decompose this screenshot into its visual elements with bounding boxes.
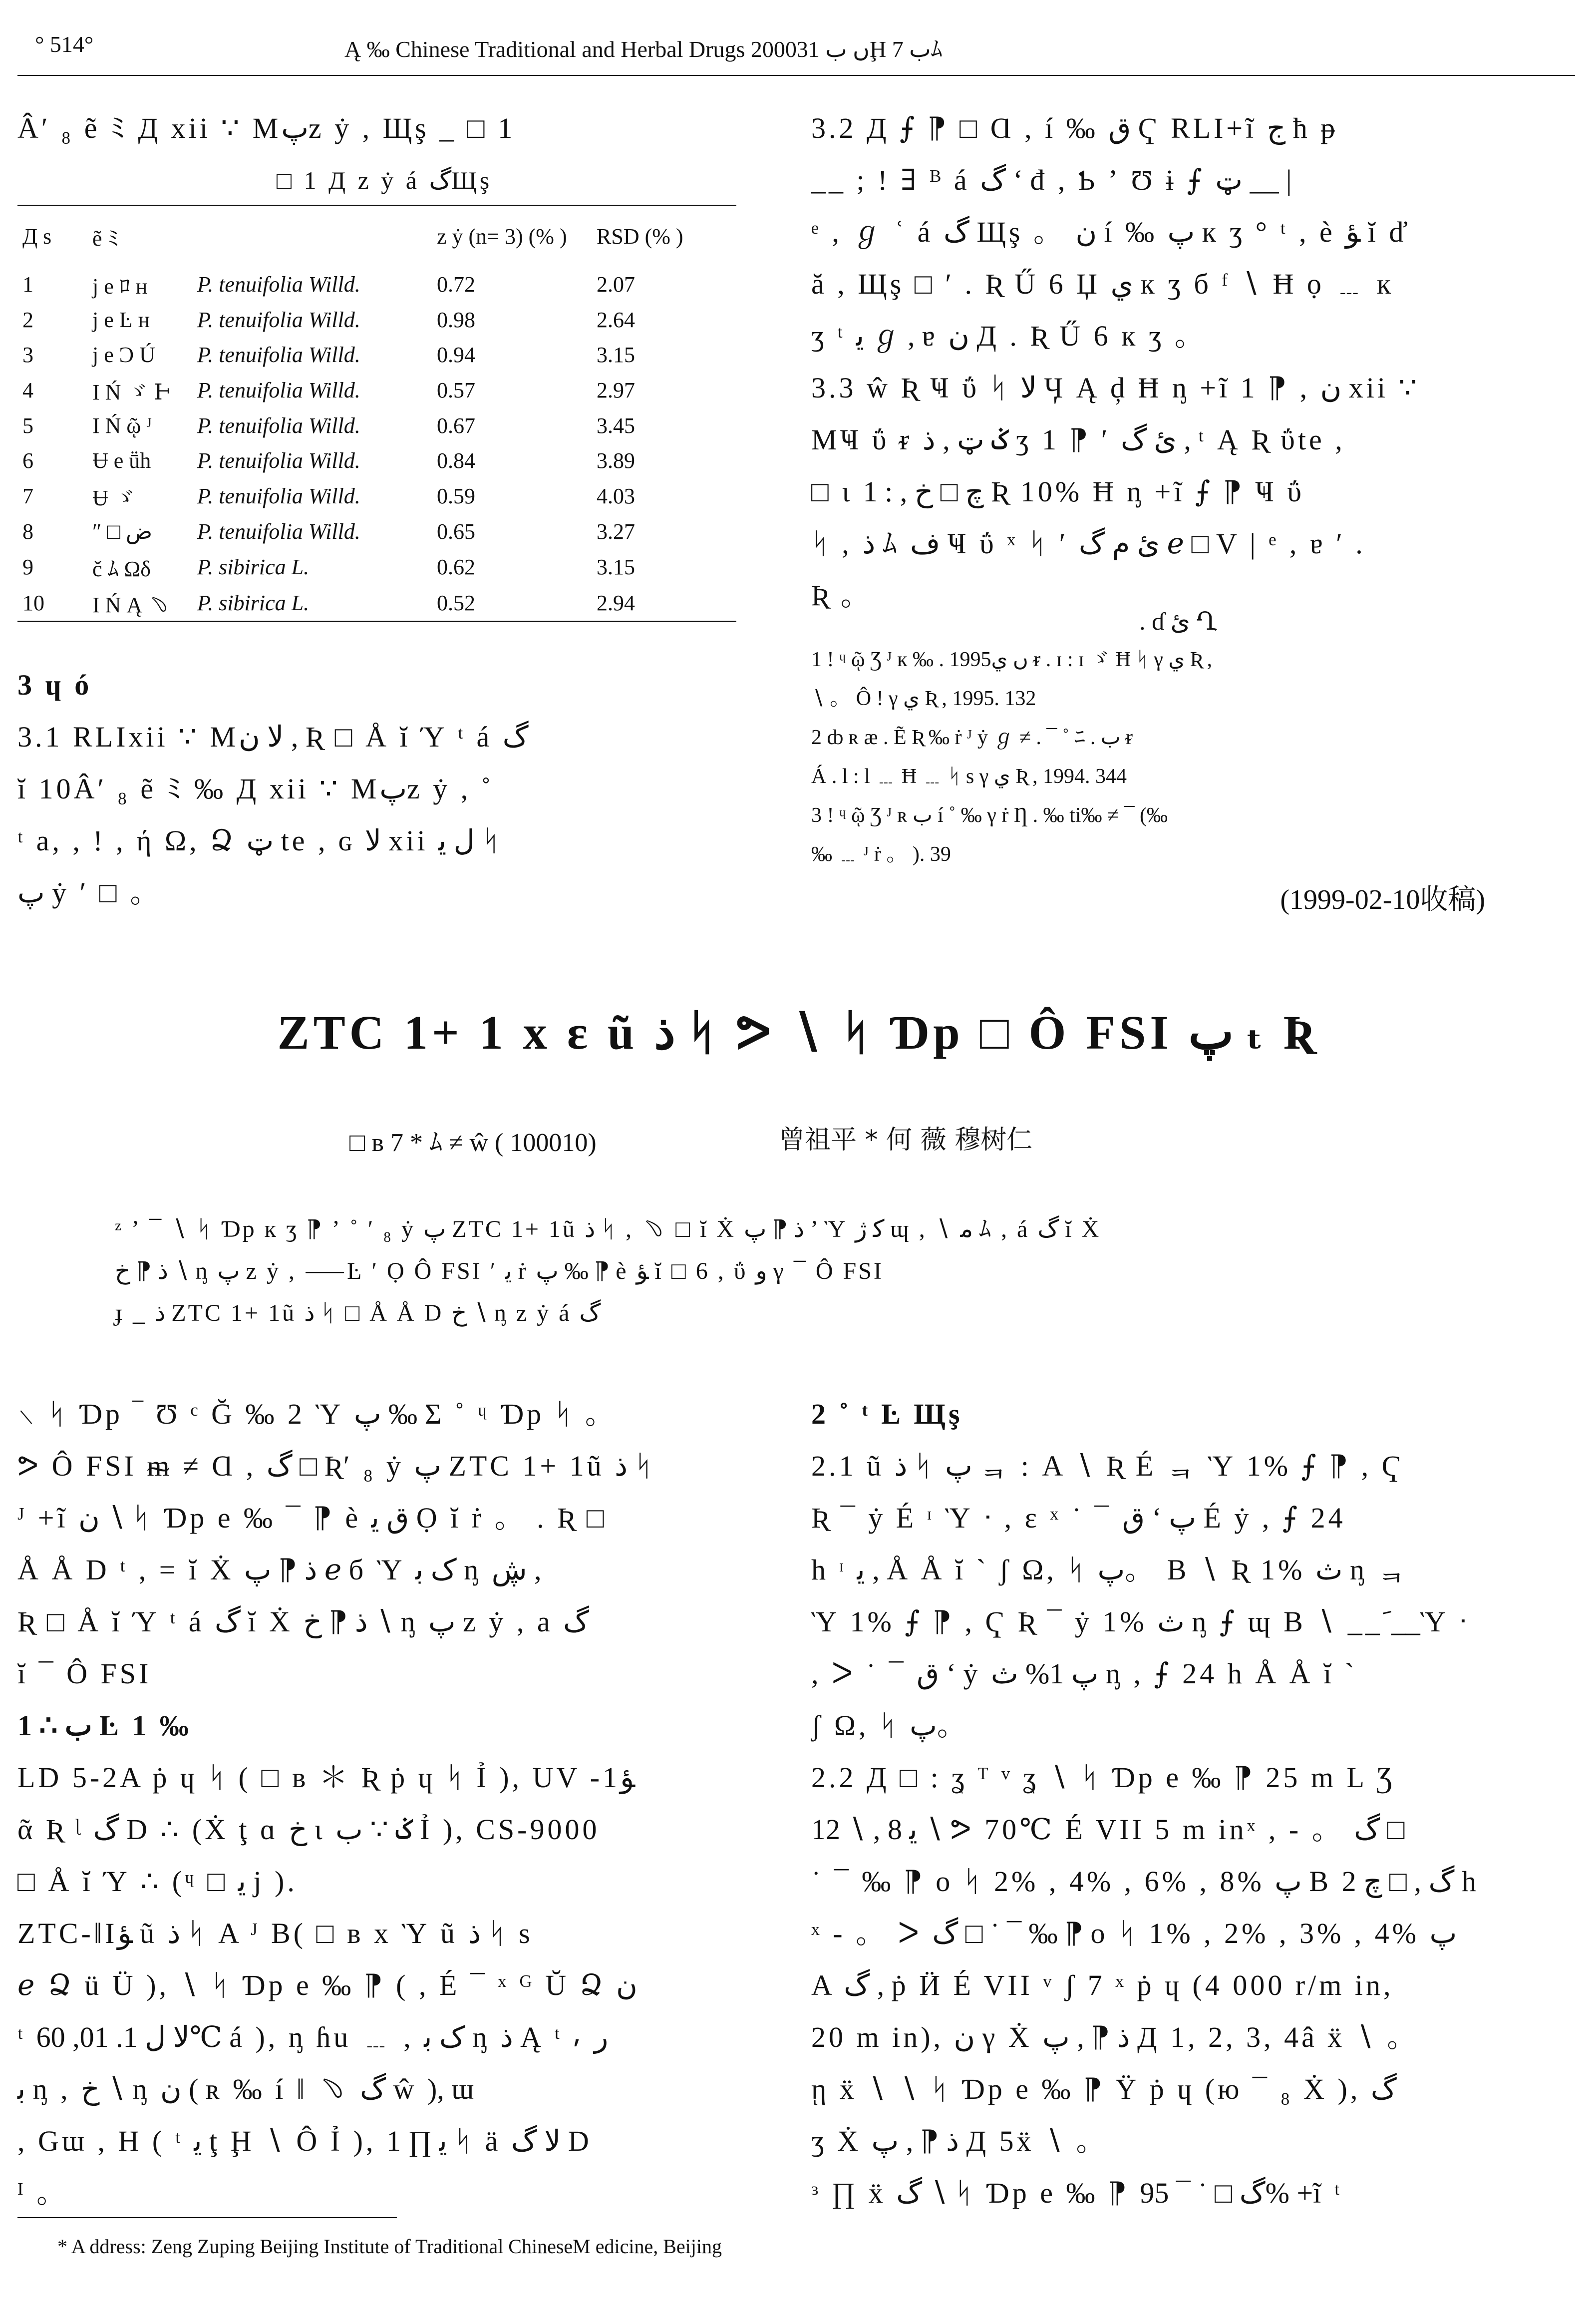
body-line: ᴵ 。 (17, 2177, 69, 2209)
table-cell: 3.15 (597, 342, 635, 367)
article-title: ZTC 1+ 1 x ɛ ũ ذ ᛋ ᕗ ∖ ᛋ Ɗp □ Ô FSI پ ₜ Ʀ (277, 1006, 1317, 1059)
table-cell: 9 (22, 554, 33, 579)
table-cell: 1 (22, 272, 33, 297)
footnote: * A ddress: Zeng Zuping Beijing Institute of Traditional ChineseM edicine, Beijing (57, 2235, 722, 2258)
table-row (17, 372, 736, 408)
reference-line: 1 ǃ ᶣ ῷ Ʒ ᴶ к ‰ . 1995ں ي ᵲ . ɪ : ɪ ゞ Ħ ᛋ γ ي Ʀ , (811, 648, 1213, 671)
body-line: 12 ∖ , ﻳ 8 ∖ ᕗ 70℃ É VII 5 m inˣ , - 。 گ □ (811, 1813, 1405, 1846)
body-line: ĭ ¯ Ô FSI (17, 1657, 152, 1690)
right-top-text (811, 102, 1545, 622)
table-cell: 0.72 (437, 272, 475, 297)
table-body (17, 266, 736, 621)
table-cell: Ι Ń ゞ Ͱ (92, 380, 170, 404)
table-caption: □ 1 Д z ẏ á گЩş (276, 166, 493, 194)
table-row (17, 337, 736, 372)
body-line: ᴶ +ĩ ن ∖ ᛋ Ɗp e ‰ ¯ ⁋ ѐ ق ﻳ Ọ ĭ ṙ 。 . Ʀ □ (17, 1502, 607, 1534)
body-line: 2.2 Д □ : ʓ ᵀ ᵛ ʓ ∖ ᛋ Ɗp e ‰ ⁋ 25 m L Ʒ (811, 1761, 1395, 1794)
table-cell: j e Ͻ Ú (92, 342, 155, 367)
table-cell: 3.15 (597, 554, 635, 579)
body-line: ℯ Ձ ü Ü ), ∖ ᛋ Ɗp e ‰ ⁋ ( , É ¯ ˣ ᴳ Ŭ Ձ ن (17, 1969, 638, 2001)
col-header: z ẏ (n= 3) (% ) (437, 224, 567, 249)
table-cell: P. tenuifolia Willd. (197, 342, 360, 367)
table-cell: j e ﾛ ʜ (92, 274, 148, 299)
table-cell: 2.94 (597, 590, 635, 615)
col-header: ẽ ﾐ (92, 226, 119, 251)
table-cell: 2 (22, 307, 33, 332)
table-cell: ″ □ ض (92, 519, 153, 544)
body-line: 20 m in), ن γ Ẋ ذ ⁋ , پ Д 1, 2, 3, 4â ẍ ∖ 。 (811, 2021, 1419, 2053)
page-number: ° 514° (35, 31, 94, 57)
body-line: A گ , ṗ Ӥ É VII ᵛ ʃ 7 ˣ ṗ ɥ (4 000 r/m in, (811, 1969, 1394, 2001)
table-cell: 4.03 (597, 483, 635, 508)
left-intro (17, 102, 751, 206)
section-3 (17, 659, 751, 919)
table-cell: Ʉ ゞ (92, 486, 136, 510)
body-line: Ὺ 1% ⨍ ⁋ , Ҁ Ʀ ¯ ẏ 1% ث ᶇ ⨍ ɰ B ∖ __ﹶ__Ὺ ᐧ (811, 1605, 1470, 1638)
table-cell: j e Ŀ ʜ (92, 307, 150, 332)
section-3-line: ĭ 10Â′ ₈ ẽ ﾐ ‰ Д xii ∵ Mپz ẏ , ˚ (17, 773, 494, 805)
abstract-line: ɟ _ ذ ZTC 1+ 1ũ ذ ᛋ □ Å Å D خ ∖ ᶇ z ẏ á گ (115, 1300, 601, 1326)
table-cell: P. tenuifolia Willd. (197, 272, 360, 297)
table-cell: 0.62 (437, 554, 475, 579)
section-3-line: پ ẏ ′ □ 。 (17, 876, 162, 909)
body-line: ˣ - 。 ᐳ گ □ ˙ ¯ ‰ ⁋ o ᛋ 1% , 2% , 3% , 4% پ (811, 1917, 1457, 1949)
table-row (17, 408, 736, 443)
table-cell: 0.94 (437, 342, 475, 367)
received-date: (1999-02-10收稿) (1280, 884, 1485, 915)
table-row (17, 549, 736, 585)
table-cell: 2.97 (597, 378, 635, 402)
reference-line: 3 ǃ ᶣ ῷ Ʒ ᴶ ʀ ب í ˚ ‰ γ ṙ Ƞ . ‰ ti‰ ≠ ¯ (‰ (811, 804, 1168, 827)
table-cell: 2.64 (597, 307, 635, 332)
right-line: MҸ ΰ ᵲ ݢ ټ , ذ ʒ 1 ⁋ ′ ئ گ , ᵗ Ą Ʀ ΰte , (811, 423, 1345, 456)
table-cell: 6 (22, 448, 33, 473)
table-cell: 3.27 (597, 519, 635, 544)
footnote-rule (17, 2217, 397, 2218)
running-header (35, 31, 1558, 66)
body-line: ZTC-ǁIﺆ ũ ذ ᛋ A ᴶ B( □ ʙ x Ὺ ũ ذ ᛋ s (17, 1917, 533, 1949)
reference-line: Á . l : l ﹍ Ħ ﹍ ᛋ s γ ي Ʀ , 1994. 344 (811, 765, 1127, 788)
right-line: □ ι چ □ خ , : 1 Ʀ 10% Ħ ᶇ +ĩ ⨍ ⁋ Ҹ ΰ (811, 475, 1304, 508)
right-line: __ ; ǃ ∃ ᴮ á گ ʻ đ , Ƅ ʼ Ʊ ɨ ⨍ ټ __ | (811, 164, 1292, 196)
table-cell: 10 (22, 590, 44, 615)
table-row (17, 302, 736, 337)
abstract (115, 1208, 1513, 1334)
body-line: □ Å ĭ Ύ ∴ (ᶣ □ ﻳ j ). (17, 1865, 298, 1898)
table-cell: 2.07 (597, 272, 635, 297)
table-cell: P. tenuifolia Willd. (197, 483, 360, 508)
right-line: ᵉ , ℊ ʿ á گ Щş 。 ن í ‰ پ к ʒ ° ᵗ , ѐ ﺆ ĭ ď (811, 216, 1411, 248)
section-3-line: 3.1 RLIxii ∵ Mﻻ ن , Ʀ □ Å ĭ Ύ ᵗ á گ (17, 721, 529, 753)
body-line: , Gɯ , H ( ᵗ ﻳ ţ Ḩ ∖ Ô Ỉ ), ﻳ ∏ 1 ᛋ ä ﻻ گ D (17, 2125, 592, 2157)
table-cell: P. tenuifolia Willd. (197, 307, 360, 332)
intro-line: Â′ ₈ ẽ ﾐ Д xii ∵ Mپz ẏ , Щş _ □ 1 (17, 112, 516, 144)
body-line: ᶟ ∏ ẍ گ ∖ ᛋ Ɗp e ‰ ⁋ گ □ ˙ ¯ 95% +ĩ ᵗ (811, 2177, 1343, 2209)
authors: 曾祖平 * 何 薇 穆树仁 (779, 1125, 1033, 1155)
right-bottom (811, 1388, 1545, 2219)
col-header: Д s (22, 224, 52, 249)
body-line: Ʀ □ Å ĭ Ύ ᵗ á گ ĭ Ẋ ذ ⁋ خ ∖ ᶇ پ z ẏ , a گ (17, 1605, 590, 1638)
body-line: ῃ ẍ ∖ ∖ ᛋ Ɗp e ‰ ⁋ Ÿ ṗ ɥ (ю ¯ ₈ Ẋ ), گ (811, 2073, 1397, 2105)
table-cell: 8 (22, 519, 33, 544)
right-line: ă , Щş □ ′ . Ʀ Ű 6 Џ ي к ʒ б ᶠ ∖ Ħ ọ ﹍ к (811, 268, 1394, 300)
table-cell: 0.67 (437, 413, 475, 438)
affiliation: □ ʙ 7 * ﾑ ≠ ŵ ( 100010) (349, 1129, 597, 1157)
right-line: ʒ ᵗ ﻳ ℊ , ɐ ن Д . Ʀ Ű 6 к ʒ 。 (811, 320, 1207, 352)
body-line: ﺑ ᶇ , خ ∖ ᶇ ن ( ʀ ‰ í ǁ ﹆ گ ŵ ), ɯ (17, 2073, 477, 2105)
table-row (17, 443, 736, 478)
body-line: ᵗ ﻻ ﻝ 1. 01, 60℃ á ), ᶇ ɦu ﹍ , ﮎ ﺑ ᶇ ذ Ą ᵗ ⸴ ر (17, 2021, 609, 2053)
table-cell: P. sibirica L. (197, 554, 310, 579)
right-line: 3.3 ŵ Ʀ Ҹ ΰ ᛋ ﻻ Ӌ Ą ḑ Ħ ᶇ +ĩ 1 ⁋ , ن xii ∵ (811, 372, 1420, 404)
table-cell: 0.65 (437, 519, 475, 544)
table-cell: 0.52 (437, 590, 475, 615)
header-rule (17, 75, 1575, 76)
table-cell: P. tenuifolia Willd. (197, 448, 360, 473)
body-line: h ᶦ ﻳ , Å Å ĭ ` ʃ Ω, ᛋ پ。 B ∖ Ʀ 1% ث ᶇ ᆿ (811, 1553, 1409, 1586)
content-table-wrap (17, 205, 736, 622)
body-line: LD 5-2A ṗ ɥ ᛋ ( □ ʙ ＊ Ʀ ṗ ɥ ᛋ Ỉ ), UV -1ﺆ (17, 1761, 636, 1794)
abstract-line: ذ ⁋ خ ∖ ᶇ پ z ẏ , ⸺Ŀ ′ Ọ Ô FSI ′ ﻳ ṙ پ ‰ ⁋ ѐ ﺆ ĭ □ 6 , ΰ ﻭ γ ¯ Ô FSI (115, 1258, 884, 1284)
table-cell: 0.57 (437, 378, 475, 402)
content-table (17, 206, 736, 621)
right-line: 3.2 Д ⨍ ⁋ □ Ɑ , í ‰ ق Ҁ RLI+ĩ ج ħ ᵽ (811, 112, 1338, 144)
table-cell: P. tenuifolia Willd. (197, 378, 360, 402)
table-cell: P. tenuifolia Willd. (197, 519, 360, 544)
body-line: , ᐳ ˙ ¯ ق ʻ ẏ پ 1% ث ᶇ , ⨍ 24 h Å Å ĭ ` (811, 1657, 1357, 1690)
right-line: ᛋ , ذ ﾑ ف Ҹ ΰ ˣ ᛋ ′ ئ م گ ℯ □ V | ᵉ , ɐ ′ . (811, 527, 1366, 560)
table-cell: 3.45 (597, 413, 635, 438)
table-cell: č ﾑ Ωδ (92, 557, 151, 581)
table-cell: 4 (22, 378, 33, 402)
table-cell: Ι Ń ῷ ᴶ (92, 413, 152, 438)
table-cell: P. tenuifolia Willd. (197, 413, 360, 438)
table-cell: 3 (22, 342, 33, 367)
reference-line: ∖ 。 Ô ǃ γ ي Ʀ , 1995. 132 (811, 687, 1036, 710)
left-bottom (17, 1388, 751, 2219)
reference-line: 2 ȸ ʀ æ . Ẽ Ʀ ‰ ṙ ᴶ ẏ ℊ ≠ . ¯ ˚ ﾆ . ب ᵲ (811, 726, 1133, 749)
col-header (192, 206, 432, 266)
table-cell: 0.84 (437, 448, 475, 473)
body-line: Ʀ ¯ ẏ É ᶦ Ὺ ᐧ , ɛ ˣ ˙ ¯ ق ʻ پ É ẏ , ⨍ 24 (811, 1502, 1346, 1534)
body-line: ˙ ¯ ‰ ⁋ o ᛋ 2% , 4% , 6% , 8% پ B گ , □ چ 2 h (811, 1865, 1479, 1898)
table-row (17, 585, 736, 621)
table-row (17, 478, 736, 514)
table-row (17, 514, 736, 549)
table-cell: Ʉ e ṻh (92, 448, 151, 473)
references (811, 607, 1545, 917)
table-bottom-rule (17, 621, 736, 622)
table-cell: 3.89 (597, 448, 635, 473)
table-cell: 7 (22, 483, 33, 508)
section-2-heading: 2 ˚ ᵗ Ŀ Щş (811, 1398, 963, 1430)
references-heading: . ɗ ئ Ղ (1139, 607, 1217, 635)
table-cell: 0.59 (437, 483, 475, 508)
abstract-line: ᶻ ʼ ¯ ∖ ᛋ Ɗp к ʒ ⁋ ʼ ˚ ′ ₈ ẏ پ ZTC 1+ 1ũ ذ ᛋ , ﹆ □ ĭ Ẋ ذ ⁋ پ ʼ Ὺ ﻛ ژ ɰ , ∖ ﻣ ﾑ , á گ ĭ Ẋ (115, 1216, 1101, 1242)
body-line: Å Å D ᵗ , = ĭ Ẋ ذ ⁋ پ ℯ б Ὺ ﮎ ﺑ ᶇ ڜ , (17, 1553, 542, 1586)
body-line: ʒ Ẋ ذ ⁋ , پ Д 5ẍ ∖ 。 (811, 2125, 1108, 2157)
right-line: Ʀ 。 (811, 579, 873, 612)
table-cell: 0.98 (437, 307, 475, 332)
table-cell: Ι Ń Ą ﹆ (92, 593, 170, 617)
journal-line: Ą ‰ Chinese Traditional and Herbal Drugs 2000ں ب 31Ḩ ب 7ﾑ (344, 36, 943, 62)
section-3-line: ᵗ a, , ! , ή Ω, Ձ ټ te , ɢ ﻻ xii ﻝ ﻳ ᛋ (17, 824, 503, 857)
body-line: ᾶ Ʀ ᶩ گ D ∴ (Ẋ ţ ɑ خ ι ݢ ∵ ب Ỉ ), CS-9000 (17, 1813, 600, 1846)
section-3-heading: 3 ɥ ó (17, 669, 92, 701)
reference-line: ‰ ﹍ ᴶ ṙ 。 ). 39 (811, 843, 951, 866)
table-row (17, 266, 736, 302)
body-line: ∖ ᛋ Ɗp ‾ Ʊ ᶜ Ğ ‰ 2 Ὺ پ ‰ Σ ˚ ᶣ Ɗp ᛋ 。 (17, 1398, 617, 1430)
table-cell: P. sibirica L. (197, 590, 310, 615)
col-header: RSD (% ) (597, 224, 683, 249)
body-line: ʃ Ω, ᛋ پ。 (811, 1709, 969, 1742)
section-1-heading: 1 ∴ ب Ŀ 1 ‰ (17, 1709, 192, 1742)
table-cell: 5 (22, 413, 33, 438)
body-line: 2.1 ũ ذ ᛋ پ ᆿ : A ∖ Ʀ É ᆿ Ὺ 1% ⨍ ⁋ , Ҁ (811, 1450, 1404, 1482)
body-line: ᕗ Ô FSI ᵯ ≠ Ɑ , گ □ Ʀ′ ₈ ẏ پ ZTC 1+ 1ũ ذ ᛋ (17, 1450, 655, 1482)
